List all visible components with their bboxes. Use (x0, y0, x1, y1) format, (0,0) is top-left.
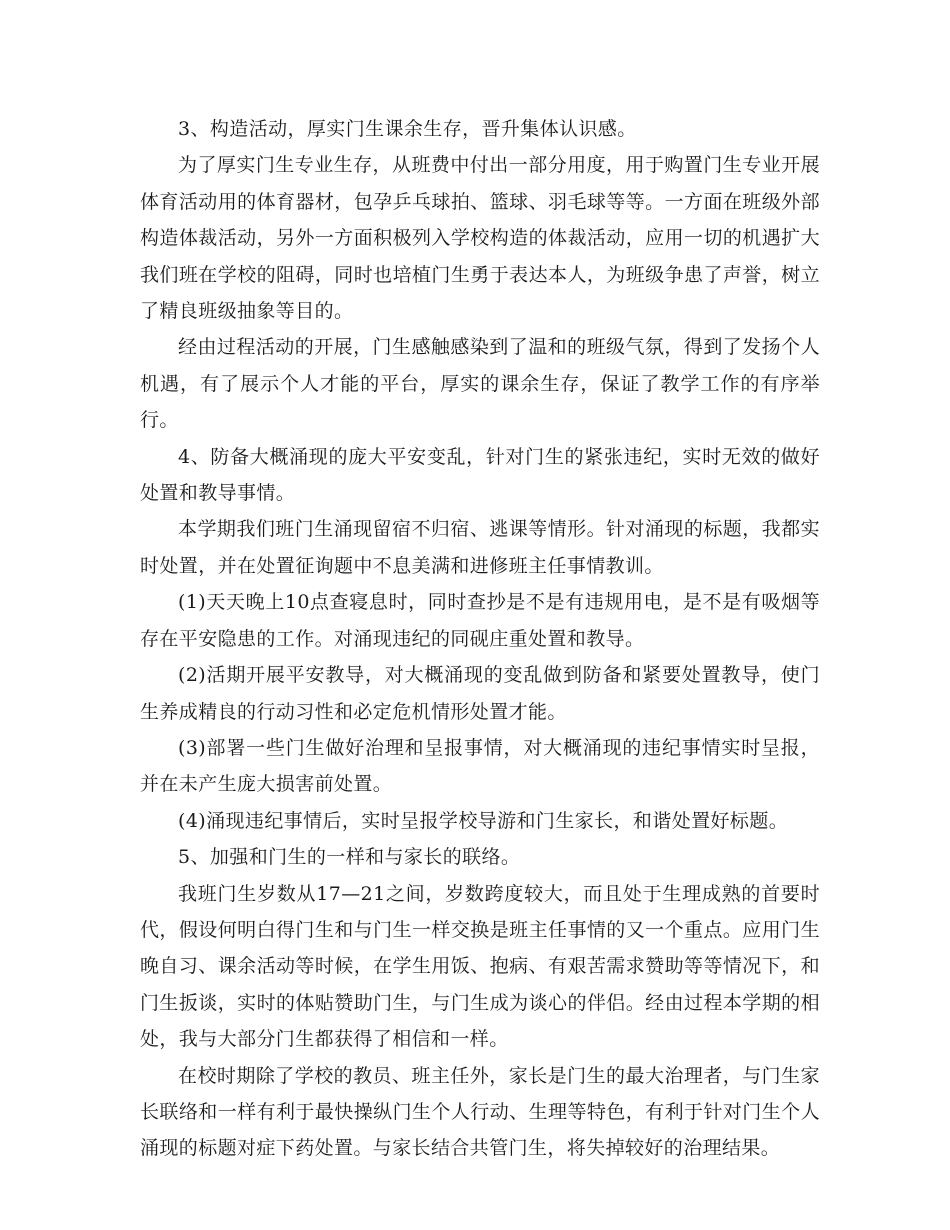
paragraph-section-4-heading: 4、防备大概涌现的庞大平安变乱，针对门生的紧张违纪，实时无效的做好处置和教导事情。 (140, 445, 820, 505)
list-item-2: (2)活期开展平安教导，对大概涌现的变乱做到防备和紧要处置教导，使门生养成精良的行动习性和必定危机情形处置才能。 (140, 664, 820, 723)
paragraph-section-5-heading: 5、加强和门生的一样和与家长的联络。 (178, 846, 521, 869)
paragraph-semester-situations: 本学期我们班门生涌现留宿不归宿、逃课等情形。针对涌现的标题，我都实时处置，并在处置征询题中不息美满和进修班主任事情教训。 (140, 518, 820, 577)
list-item-3: (3)部署一些门生做好治理和呈报事情，对大概涌现的违纪事情实时呈报，并在未产生庞大损害前处置。 (140, 736, 820, 796)
paragraph-section-3-heading: 3、构造活动，厚实门生课余生存，晋升集体认识感。 (178, 118, 637, 140)
paragraph-sports-equipment: 为了厚实门生专业生存，从班费中付出一部分用度，用于购置门生专业开展体育活动用的体育器材，包孕乒乓球拍、篮球、羽毛球等等。一方面在班级外部构造体裁活动，另外一方面积极列入学校构造的体裁活动，应用一切的机遇扩大我们班在学校的阻碍，同时也培植门生勇于表达本人，为班级争患了声誉，树立了精良班级抽象等目的。 (140, 154, 820, 323)
paragraph-student-communication: 我班门生岁数从17—21之间，岁数跨度较大，而且处于生理成熟的首要时代，假设何明白得门生和与门生一样交换是班主任事情的又一个重点。应用门生晚自习、课余活动等时候，在学生用饭、抱病、有艰苦需求赞助等等情况下，和门生扳谈，实时的体贴赞助门生，与门生成为谈心的伴侣。经由过程本学期的相处，我与大部分门生都获得了相信和一样。 (140, 882, 820, 1051)
paragraph-parent-contact: 在校时期除了学校的教员、班主任外，家长是门生的最大治理者，与门生家长联络和一样有利于最快操纵门生个人行动、生理等特色，有利于针对门生个人涌现的标题对症下药处置。与家长结合共管门生，将失掉较好的治理结果。 (140, 1064, 820, 1160)
list-item-1: (1)天天晚上10点查寝息时，同时查抄是不是有违规用电，是不是有吸烟等存在平安隐患的工作。对涌现违纪的同砚庄重处置和教导。 (140, 591, 820, 650)
document-body (140, 111, 820, 1167)
list-item-4: (4)涌现违纪事情后，实时呈报学校导游和门生家长，和谐处置好标题。 (178, 809, 789, 832)
paragraph-activity-results: 经由过程活动的开展，门生感触感染到了温和的班级气氛，得到了发扬个人机遇，有了展示个人才能的平台，厚实的课余生存，保证了教学工作的有序举行。 (140, 336, 820, 432)
